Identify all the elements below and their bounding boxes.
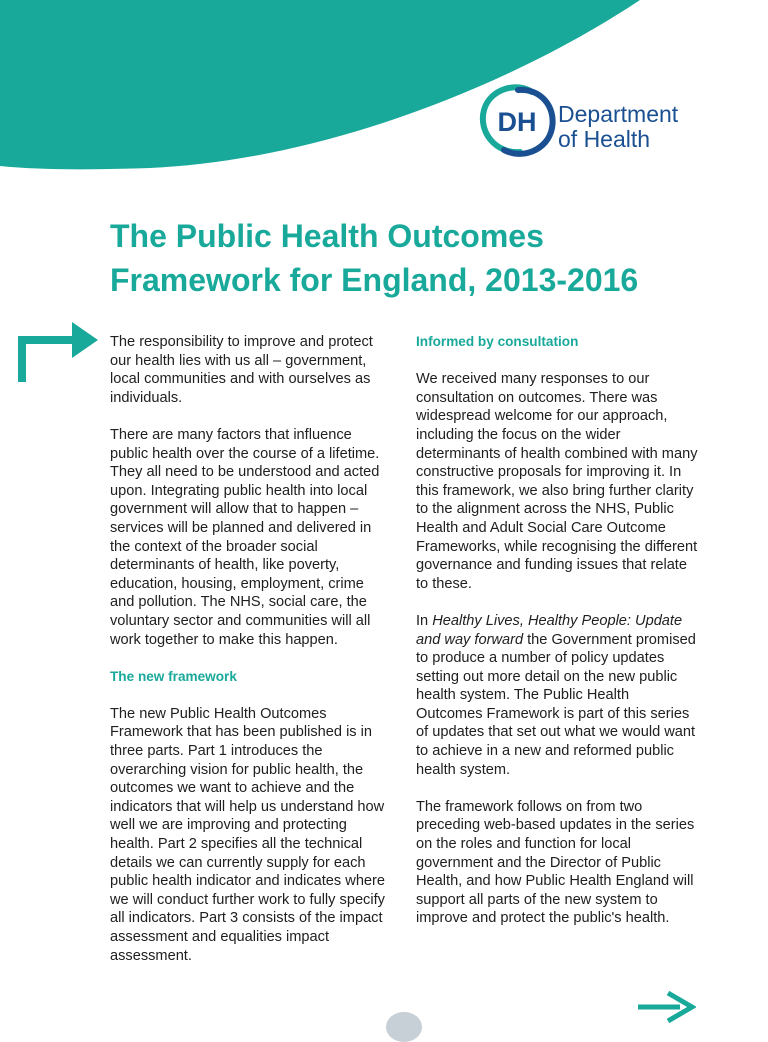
title-line-2: Framework for England, 2013-2016 bbox=[110, 262, 639, 298]
framework-follows-paragraph: The framework follows on from two preceding web-based updates in the series on the roles and function for local government and the Director of Public Health, and how Public Health England will support all parts of the new system to improve and protect the public's health. bbox=[416, 798, 695, 927]
healthy-lives-prefix: In bbox=[416, 612, 433, 629]
new-framework-heading: The new framework bbox=[110, 668, 237, 684]
page-indicator-dot bbox=[386, 1012, 422, 1042]
dh-logo-mark bbox=[478, 84, 556, 158]
intro-paragraph: The responsibility to improve and protect our health lies with us all – government, local communities and with ourselves as individuals. bbox=[110, 334, 373, 406]
next-page-arrow-icon[interactable] bbox=[636, 990, 696, 1024]
right-column bbox=[416, 333, 698, 947]
dh-logo-wordmark bbox=[558, 102, 678, 152]
logo-line-1: Department bbox=[558, 101, 679, 127]
new-framework-paragraph: The new Public Health Outcomes Framework that has been published is in three parts. Part 1 introduces the overarching vision for public health, the outcomes we want to achieve and the indicators that will help us understand how well we are improving and protecting health. Part 2 specifies all the technical details we can currently supply for each public health indicator and indicates where we will conduct further work to fully specify all indicators. Part 3 consists of the impact assessment and equalities impact assessment. bbox=[110, 705, 386, 964]
healthy-lives-rest: the Government promised to produce a number of policy updates setting out more detail on the new public health system. The Public Health Outcomes Framework is part of this series of updates that set out what we would want to achieve in a new and reformed public health system. bbox=[416, 631, 696, 778]
healthy-lives-title: Healthy Lives, Healthy People: Update and way forward bbox=[416, 612, 683, 648]
left-column bbox=[110, 333, 392, 984]
healthy-lives-paragraph bbox=[416, 612, 698, 779]
consultation-paragraph: We received many responses to our consultation on outcomes. There was widespread welcome for our approach, including the focus on the wider determinants of health combined with many constructive proposals for improving it. In this framework, we also bring further clarity to the alignment across the NHS, Public Health and Adult Social Care Outcome Frameworks, while recognising the different governance and funding issues that relate to these. bbox=[416, 371, 698, 592]
factors-paragraph: There are many factors that influence public health over the course of a lifetime. They all need to be understood and acted upon. Integrating public health into local government will allow that to happen – services will be planned and delivered in the context of the broader social determinants of health, like poverty, education, housing, employment, crime and pollution. The NHS, social care, the voluntary sector and communities will all work together to make this happen. bbox=[110, 426, 380, 648]
consultation-heading: Informed by consultation bbox=[416, 334, 579, 349]
corner-arrow-icon bbox=[12, 318, 98, 384]
logo-line-2: of Health bbox=[558, 126, 651, 152]
title-line-1: The Public Health Outcomes bbox=[110, 218, 544, 254]
document-title bbox=[110, 214, 750, 302]
dh-logo bbox=[478, 84, 708, 158]
dh-logo-letters: DH bbox=[497, 107, 537, 137]
